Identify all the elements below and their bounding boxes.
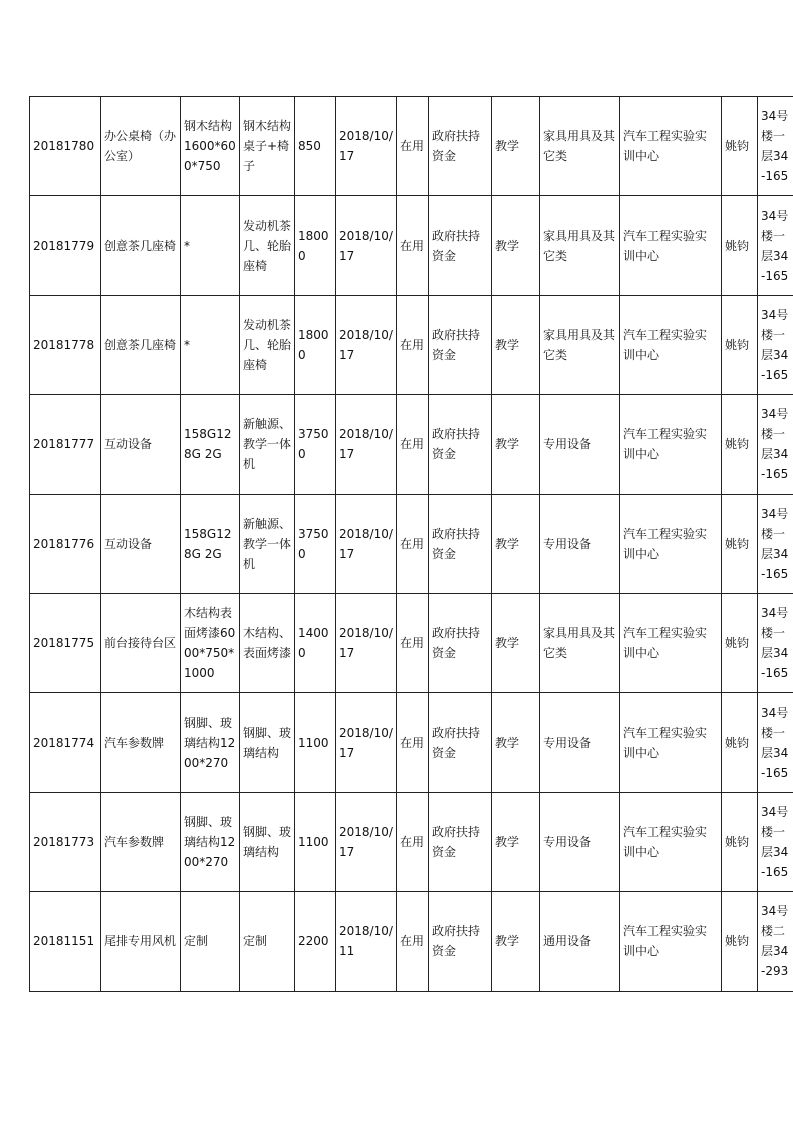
spec-cell: 钢木结构1600*600*750 [181,97,240,196]
department-cell: 汽车工程实验实训中心 [620,395,722,494]
spec-cell: 158G128G 2G [181,494,240,593]
price-cell: 1100 [295,792,336,891]
model-cell: 新触源、教学一体机 [240,494,295,593]
model-cell: 发动机茶几、轮胎座椅 [240,196,295,295]
asset-id-cell: 20181777 [30,395,101,494]
asset-name-cell: 创意茶几座椅 [101,196,181,295]
use-cell: 教学 [492,295,540,394]
asset-name-cell: 尾排专用风机 [101,892,181,991]
keeper-cell: 姚钧 [722,494,758,593]
use-cell: 教学 [492,892,540,991]
status-cell: 在用 [397,693,429,792]
asset-table [29,96,793,992]
department-cell: 汽车工程实验实训中心 [620,892,722,991]
category-cell: 专用设备 [540,395,620,494]
location-cell: 34号楼一层34-165 [758,593,793,692]
use-cell: 教学 [492,97,540,196]
asset-name-cell: 汽车参数牌 [101,792,181,891]
keeper-cell: 姚钧 [722,395,758,494]
category-cell: 家具用具及其它类 [540,196,620,295]
table-row [30,693,793,792]
status-cell: 在用 [397,494,429,593]
keeper-cell: 姚钧 [722,97,758,196]
asset-id-cell: 20181776 [30,494,101,593]
status-cell: 在用 [397,792,429,891]
category-cell: 专用设备 [540,494,620,593]
use-cell: 教学 [492,196,540,295]
date-cell: 2018/10/17 [336,693,397,792]
spec-cell: 木结构表面烤漆6000*750*1000 [181,593,240,692]
funding-cell: 政府扶持资金 [429,295,492,394]
asset-id-cell: 20181779 [30,196,101,295]
spec-cell: 定制 [181,892,240,991]
date-cell: 2018/10/11 [336,892,397,991]
funding-cell: 政府扶持资金 [429,792,492,891]
use-cell: 教学 [492,395,540,494]
category-cell: 家具用具及其它类 [540,593,620,692]
date-cell: 2018/10/17 [336,792,397,891]
location-cell: 34号楼一层34-165 [758,693,793,792]
use-cell: 教学 [492,792,540,891]
asset-id-cell: 20181778 [30,295,101,394]
price-cell: 850 [295,97,336,196]
asset-name-cell: 前台接待台区 [101,593,181,692]
keeper-cell: 姚钧 [722,792,758,891]
table-row [30,593,793,692]
price-cell: 14000 [295,593,336,692]
table-row [30,196,793,295]
department-cell: 汽车工程实验实训中心 [620,593,722,692]
date-cell: 2018/10/17 [336,97,397,196]
keeper-cell: 姚钧 [722,196,758,295]
location-cell: 34号楼二层34-293 [758,892,793,991]
model-cell: 钢脚、玻璃结构 [240,693,295,792]
funding-cell: 政府扶持资金 [429,892,492,991]
asset-id-cell: 20181780 [30,97,101,196]
status-cell: 在用 [397,97,429,196]
price-cell: 18000 [295,295,336,394]
category-cell: 专用设备 [540,693,620,792]
keeper-cell: 姚钧 [722,593,758,692]
location-cell: 34号楼一层34-165 [758,792,793,891]
funding-cell: 政府扶持资金 [429,494,492,593]
price-cell: 2200 [295,892,336,991]
department-cell: 汽车工程实验实训中心 [620,792,722,891]
funding-cell: 政府扶持资金 [429,693,492,792]
spec-cell: 钢脚、玻璃结构1200*270 [181,693,240,792]
status-cell: 在用 [397,593,429,692]
category-cell: 家具用具及其它类 [540,295,620,394]
date-cell: 2018/10/17 [336,593,397,692]
table-row [30,295,793,394]
spec-cell: * [181,196,240,295]
location-cell: 34号楼一层34-165 [758,97,793,196]
status-cell: 在用 [397,395,429,494]
status-cell: 在用 [397,892,429,991]
asset-name-cell: 互动设备 [101,395,181,494]
department-cell: 汽车工程实验实训中心 [620,295,722,394]
model-cell: 发动机茶几、轮胎座椅 [240,295,295,394]
table-row [30,97,793,196]
spec-cell: * [181,295,240,394]
table-row [30,792,793,891]
asset-id-cell: 20181773 [30,792,101,891]
date-cell: 2018/10/17 [336,494,397,593]
date-cell: 2018/10/17 [336,395,397,494]
location-cell: 34号楼一层34-165 [758,395,793,494]
table-row [30,395,793,494]
asset-name-cell: 互动设备 [101,494,181,593]
funding-cell: 政府扶持资金 [429,97,492,196]
keeper-cell: 姚钧 [722,693,758,792]
price-cell: 37500 [295,395,336,494]
category-cell: 家具用具及其它类 [540,97,620,196]
spec-cell: 钢脚、玻璃结构1200*270 [181,792,240,891]
date-cell: 2018/10/17 [336,196,397,295]
location-cell: 34号楼一层34-165 [758,295,793,394]
model-cell: 新触源、教学一体机 [240,395,295,494]
funding-cell: 政府扶持资金 [429,593,492,692]
asset-id-cell: 20181774 [30,693,101,792]
model-cell: 钢脚、玻璃结构 [240,792,295,891]
department-cell: 汽车工程实验实训中心 [620,494,722,593]
funding-cell: 政府扶持资金 [429,196,492,295]
use-cell: 教学 [492,494,540,593]
category-cell: 专用设备 [540,792,620,891]
price-cell: 18000 [295,196,336,295]
status-cell: 在用 [397,196,429,295]
status-cell: 在用 [397,295,429,394]
table-body [30,97,793,992]
use-cell: 教学 [492,593,540,692]
table-row [30,494,793,593]
model-cell: 定制 [240,892,295,991]
asset-name-cell: 办公桌椅（办公室） [101,97,181,196]
model-cell: 木结构、表面烤漆 [240,593,295,692]
use-cell: 教学 [492,693,540,792]
price-cell: 1100 [295,693,336,792]
department-cell: 汽车工程实验实训中心 [620,97,722,196]
spec-cell: 158G128G 2G [181,395,240,494]
model-cell: 钢木结构桌子+椅子 [240,97,295,196]
keeper-cell: 姚钧 [722,892,758,991]
department-cell: 汽车工程实验实训中心 [620,693,722,792]
asset-id-cell: 20181151 [30,892,101,991]
price-cell: 37500 [295,494,336,593]
asset-name-cell: 汽车参数牌 [101,693,181,792]
asset-id-cell: 20181775 [30,593,101,692]
asset-name-cell: 创意茶几座椅 [101,295,181,394]
category-cell: 通用设备 [540,892,620,991]
location-cell: 34号楼一层34-165 [758,196,793,295]
date-cell: 2018/10/17 [336,295,397,394]
location-cell: 34号楼一层34-165 [758,494,793,593]
table-row [30,892,793,991]
keeper-cell: 姚钧 [722,295,758,394]
department-cell: 汽车工程实验实训中心 [620,196,722,295]
funding-cell: 政府扶持资金 [429,395,492,494]
